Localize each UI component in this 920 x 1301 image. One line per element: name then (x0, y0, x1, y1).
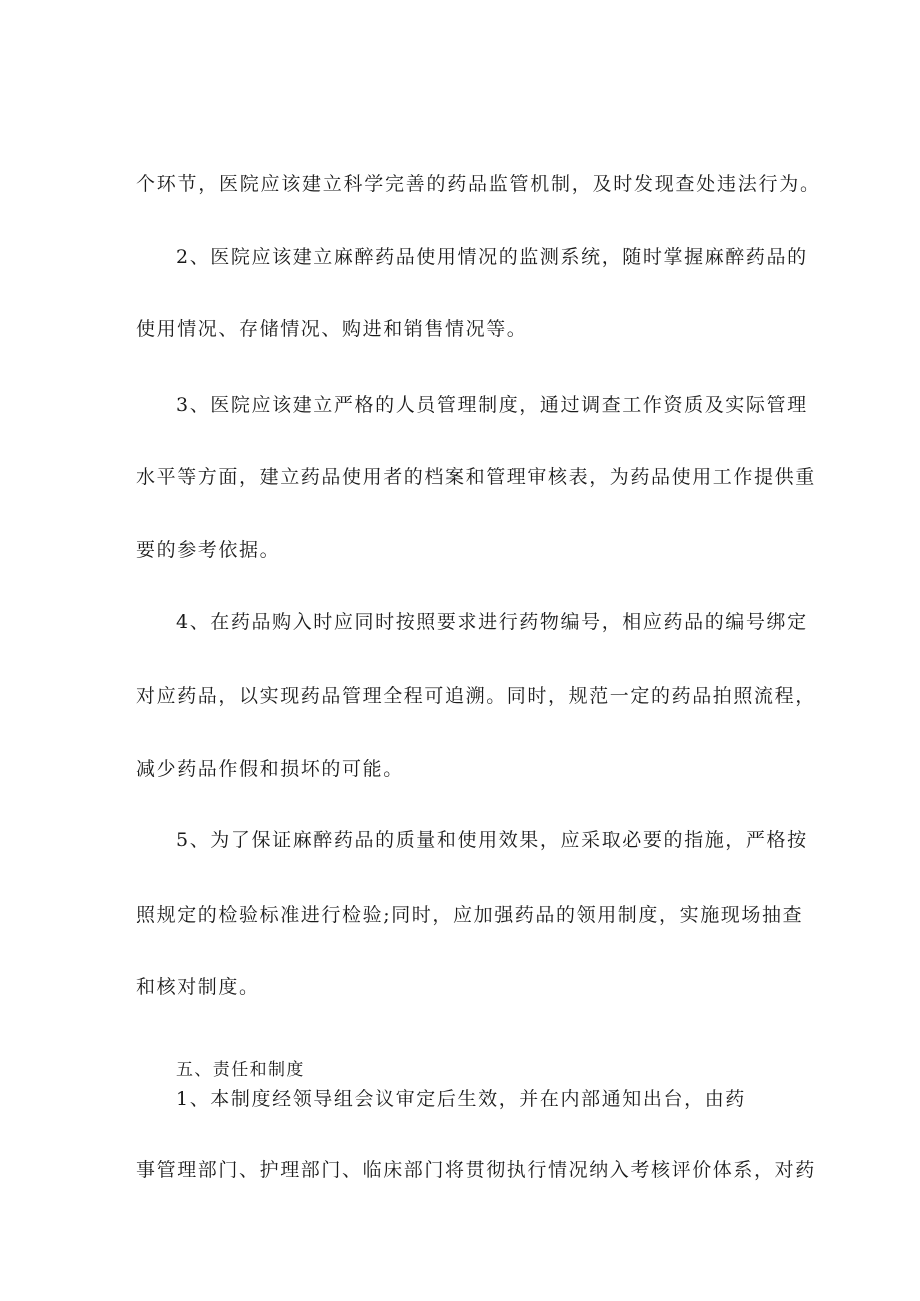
section-heading: 五、责任和制度 (176, 1060, 305, 1080)
text-line-12: 和核对制度。 (136, 976, 260, 998)
text-line-11: 照规定的检验标准进行检验;同时，应加强药品的领用制度，实施现场抽查 (136, 904, 804, 926)
text-line-10: 5、为了保证麻醉药品的质量和使用效果，应采取必要的指施，严格按 (176, 829, 808, 851)
text-line-1: 个环节，医院应该建立科学完善的药品监管机制，及时发现查处违法行为。 (136, 173, 821, 195)
text-line-5: 水平等方面，建立药品使用者的档案和管理审核表，为药品使用工作提供重 (136, 466, 816, 488)
text-line-3: 使用情况、存储情况、购进和销售情况等。 (136, 318, 528, 340)
text-line-4: 3、医院应该建立严格的人员管理制度，通过调查工作资质及实际管理 (176, 394, 808, 416)
text-line-6: 要的参考依据。 (136, 539, 281, 561)
text-line-2: 2、医院应该建立麻醉药品使用情况的监测系统，随时掌握麻醉药品的 (176, 246, 808, 268)
text-line-7: 4、在药品购入时应同时按照要求进行药物编号，相应药品的编号绑定 (176, 611, 808, 633)
text-line-8: 对应药品，以实现药品管理全程可追溯。同时，规范一定的药品拍照流程， (136, 685, 816, 707)
text-line-9: 减少药品作假和损坏的可能。 (136, 758, 404, 780)
text-line-14: 1、本制度经领导组会议审定后生效，并在内部通知出台，由药 (176, 1088, 746, 1110)
text-line-15: 事管理部门、护理部门、临床部门将贯彻执行情况纳入考核评价体系，对药 (136, 1159, 816, 1181)
